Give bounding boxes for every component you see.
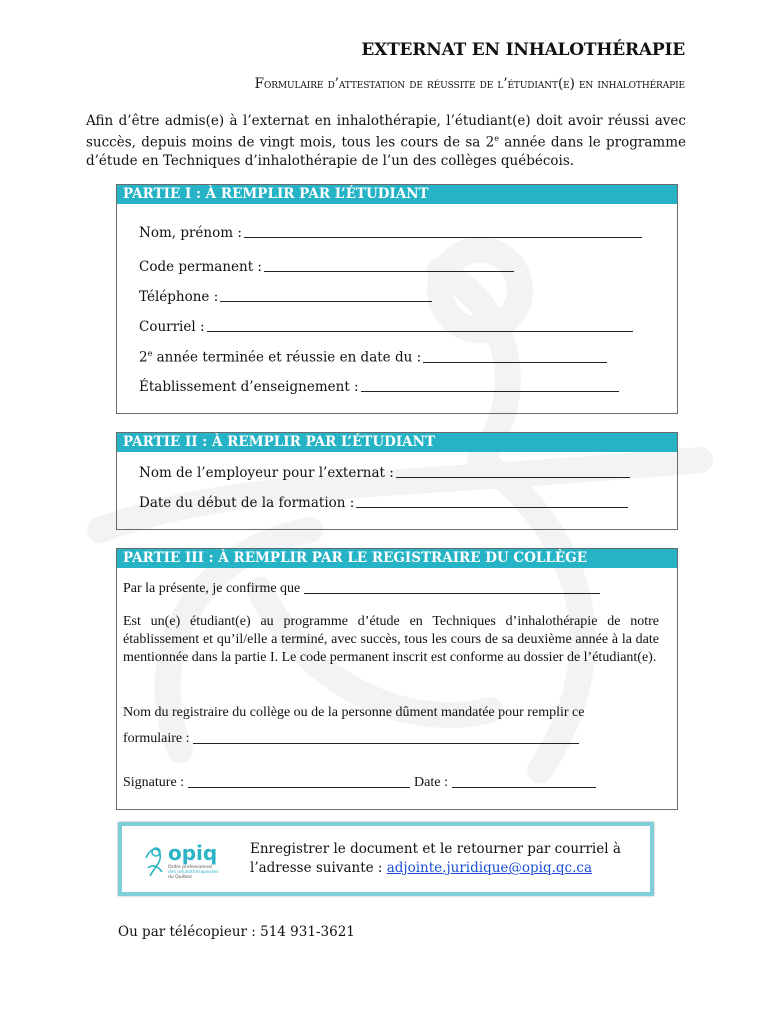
part3-header: PARTIE III : À REMPLIR PAR LE REGISTRAIRE DU COLLÈGE [117,549,677,568]
svg-text:opiq: opiq [168,841,218,865]
submission-instructions [250,840,621,878]
confirm-line[interactable] [304,592,600,594]
name-field[interactable] [139,225,642,241]
confirm-label: Par la présente, je confirme que [123,581,301,596]
instruction-line-1: Enregistrer le document et le retourner par courriel à [250,841,621,857]
part1-box [116,184,678,414]
phone-label: Téléphone : [139,289,219,305]
registrar-field[interactable] [123,731,579,747]
school-label: Établissement d’enseignement : [139,379,359,395]
document-title: EXTERNAT EN INHALOTHÉRAPIE [361,40,685,60]
registrar-label: formulaire : [123,731,190,746]
school-field[interactable] [139,379,619,395]
signature-line[interactable] [188,786,410,788]
phone-field[interactable] [139,289,432,305]
school-line[interactable] [361,390,619,392]
instruction-line-2: l’adresse suivante : adjointe.juridique@opiq.qc.ca [250,860,593,876]
confirm-field[interactable] [123,581,600,597]
fax-info: Ou par télécopieur : 514 931-3621 [118,924,355,940]
confirmation-paragraph: Est un(e) étudiant(e) au programme d’étude en Techniques d’inhalothérapie de notre établissement et qu’il/elle a terminé, avec succès, tous les cours de sa deuxième année à la date mentionnée dans la partie I. Le code permanent inscrit est conforme au dossier de l’étudiant(e). [123,614,659,665]
email-link[interactable]: adjointe.juridique@opiq.qc.ca [386,860,593,876]
year-line[interactable] [423,361,607,363]
start-date-field[interactable] [139,495,628,511]
code-line[interactable] [264,270,514,272]
part2-header: PARTIE II : À REMPLIR PAR L’ÉTUDIANT [117,433,677,452]
svg-text:du Québec: du Québec [168,875,193,880]
code-field[interactable] [139,259,514,275]
employer-line[interactable] [396,476,630,478]
opiq-logo-icon [142,838,232,882]
date-label: Date : [414,775,448,790]
registrar-line[interactable] [193,742,579,744]
email-label: Courriel : [139,319,205,335]
email-field[interactable] [139,319,633,335]
opiq-logo [142,838,232,882]
document-subtitle: Formulaire d’attestation de réussite de l’étudiant(e) en inhalothérapie [254,76,685,92]
submission-box [118,822,654,896]
part1-header: PARTIE I : À REMPLIR PAR L’ÉTUDIANT [117,185,677,204]
part2-box [116,432,678,530]
start-date-label: Date du début de la formation : [139,495,355,511]
signature-row [123,775,596,791]
svg-text:Ordre professionnel: Ordre professionnel [168,865,213,870]
phone-line[interactable] [220,300,432,302]
svg-text:des inhalothérapeutes: des inhalothérapeutes [168,870,219,875]
employer-field[interactable] [139,465,630,481]
start-date-line[interactable] [356,506,628,508]
name-line[interactable] [244,236,642,238]
code-label: Code permanent : [139,259,262,275]
year-field[interactable] [139,349,607,366]
employer-label: Nom de l’employeur pour l’externat : [139,465,394,481]
intro-paragraph: Afin d’être admis(e) à l’externat en inhalothérapie, l’étudiant(e) doit avoir réussi avec succès, depuis moins de vingt mois, tous les cours de sa 2e année dans le programme d’étude en Techniques d’inhalothérapie de l’un des collèges québécois. [86,113,686,169]
date-line[interactable] [452,786,596,788]
part3-box [116,548,678,810]
year-label: 2e année terminée et réussie en date du : [139,349,422,366]
name-label: Nom, prénom : [139,225,242,241]
signature-label: Signature : [123,775,185,790]
email-line[interactable] [207,330,633,332]
registrar-label-line1: Nom du registraire du collège ou de la personne dûment mandatée pour remplir ce [123,705,585,720]
